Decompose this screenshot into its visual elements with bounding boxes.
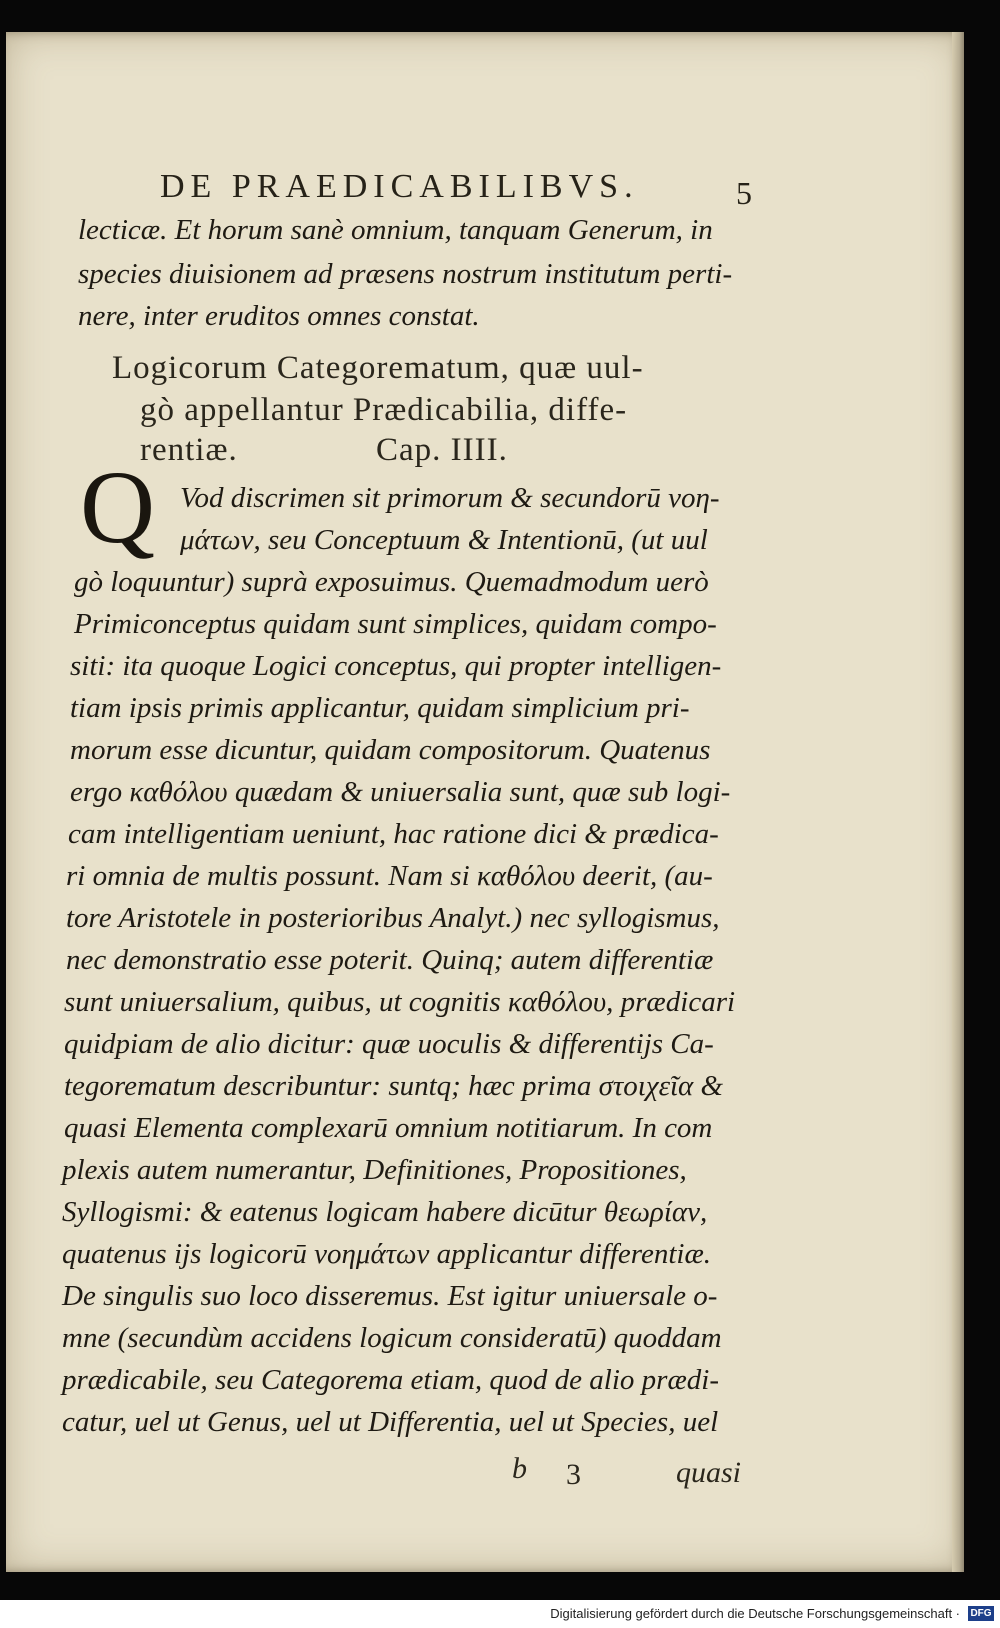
catchword: quasi bbox=[676, 1456, 742, 1489]
dfg-logo-icon: DFG bbox=[968, 1606, 994, 1621]
text-line: quidpiam de alio dicitur: quæ uoculis & differentijs Ca- bbox=[64, 1028, 714, 1060]
chapter-heading-line: rentiæ. bbox=[140, 432, 238, 468]
credit-text: Digitalisierung gefördert durch die Deutsche Forschungsgemeinschaft · bbox=[550, 1606, 960, 1621]
text-line: Syllogismi: & eatenus logicam habere dicūtur θεωρίαν, bbox=[62, 1196, 708, 1228]
text-line: quasi Elementa complexarū omnium notitiarum. In com bbox=[64, 1112, 713, 1144]
text-line: prædicabile, seu Categorema etiam, quod de alio prædi- bbox=[62, 1364, 720, 1396]
text-line: gò loquuntur) suprà exposuimus. Quemadmodum uerò bbox=[74, 566, 709, 598]
text-line: species diuisionem ad præsens nostrum institutum perti- bbox=[78, 258, 733, 290]
signature-mark: b bbox=[512, 1452, 527, 1485]
text-line: tiam ipsis primis applicantur, quidam simplicium pri- bbox=[70, 692, 690, 724]
chapter-number: Cap. IIII. bbox=[376, 432, 508, 468]
running-title: DE PRAEDICABILIBVS. bbox=[160, 168, 639, 205]
text-line: mne (secundùm accidens logicum consideratū) quoddam bbox=[62, 1322, 722, 1354]
text-line: catur, uel ut Genus, uel ut Differentia, uel ut Species, uel bbox=[62, 1406, 719, 1438]
text-line: sunt uniuersalium, quibus, ut cognitis καθόλου, prædicari bbox=[64, 986, 736, 1018]
text-line: nec demonstratio esse poterit. Quinq; autem differentiæ bbox=[66, 944, 714, 976]
text-line: nere, inter eruditos omnes constat. bbox=[78, 300, 480, 332]
text-line: Vod discrimen sit primorum & secundorū νοη- bbox=[180, 482, 720, 514]
page-number: 5 bbox=[736, 175, 752, 211]
text-line: siti: ita quoque Logici conceptus, qui propter intelligen- bbox=[70, 650, 722, 682]
chapter-heading-line: gò appellantur Prædicabilia, diffe- bbox=[140, 392, 628, 428]
text-line: ergo καθόλου quædam & uniuersalia sunt, quæ sub logi- bbox=[70, 776, 731, 808]
text-line: quatenus ijs logicorū νοημάτων applicantur differentiæ. bbox=[62, 1238, 712, 1270]
text-line: lecticæ. Et horum sanè omnium, tanquam Generum, in bbox=[78, 214, 713, 246]
text-line: Primiconceptus quidam sunt simplices, quidam compo- bbox=[74, 608, 717, 640]
text-line: plexis autem numerantur, Definitiones, Propositiones, bbox=[62, 1154, 687, 1186]
signature-number: 3 bbox=[566, 1458, 581, 1491]
text-line: μάτων, seu Conceptuum & Intentionū, (ut uul bbox=[180, 524, 708, 556]
text-line: ri omnia de multis possunt. Nam si καθόλου deerit, (au- bbox=[66, 860, 713, 892]
page-edge bbox=[952, 32, 964, 1572]
text-line: morum esse dicuntur, quidam compositorum. Quatenus bbox=[70, 734, 711, 766]
credit-bar bbox=[0, 1600, 1000, 1628]
text-line: tegorematum describuntur: suntq; hæc prima στοιχεῖα & bbox=[64, 1070, 724, 1102]
chapter-heading-line: Logicorum Categorematum, quæ uul- bbox=[112, 350, 644, 386]
drop-cap: Q bbox=[80, 450, 156, 565]
text-line: cam intelligentiam ueniunt, hac ratione dici & prædica- bbox=[68, 818, 719, 850]
text-line: tore Aristotele in posterioribus Analyt.) nec syllogismus, bbox=[66, 902, 720, 934]
text-line: De singulis suo loco disseremus. Est igitur uniuersale o- bbox=[62, 1280, 718, 1312]
